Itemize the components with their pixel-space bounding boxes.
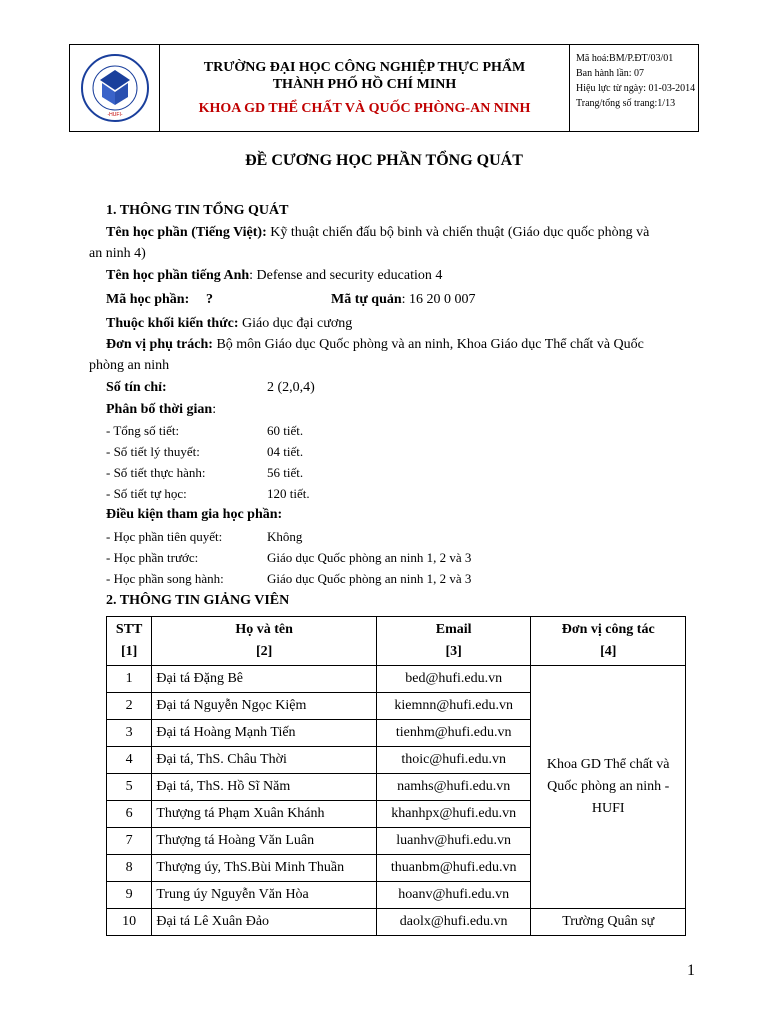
code-label: Mã học phần:: [106, 292, 190, 307]
time-label: Phân bố thời gian: [106, 402, 213, 417]
school-name-line1: TRƯỜNG ĐẠI HỌC CÔNG NGHIỆP THỰC PHẨM: [203, 60, 526, 75]
col-header-unit: Đơn vị công tác [4]: [531, 617, 686, 666]
row-name: Đại tá, ThS. Châu Thời: [152, 747, 377, 774]
row-email[interactable]: thoic@hufi.edu.vn: [376, 747, 531, 774]
block-row: [106, 316, 352, 332]
table-header-row: [107, 617, 686, 666]
section2-heading: 2. THÔNG TIN GIẢNG VIÊN: [106, 593, 290, 608]
time-colon: :: [212, 402, 217, 417]
row-stt: 5: [107, 774, 152, 801]
row-email[interactable]: luanhv@hufi.edu.vn: [376, 828, 531, 855]
col-header-stt: STT [1]: [107, 617, 152, 666]
document-header: [69, 44, 699, 132]
section1-heading: 1. THÔNG TIN TỔNG QUÁT: [106, 203, 289, 218]
logo-cell: [70, 45, 160, 131]
code-value: ?: [206, 292, 213, 307]
time-row-theory-value: 04 tiết.: [267, 444, 304, 459]
time-row-total-value: 60 tiết.: [267, 423, 304, 438]
col-header-email: Email [3]: [376, 617, 531, 666]
cond-parallel-value: Giáo dục Quốc phòng an ninh 1, 2 và 3: [267, 571, 472, 586]
credits-label: Số tín chỉ:: [106, 380, 167, 395]
time-row-practice-label: - Số tiết thực hành:: [106, 465, 206, 480]
admin-code-row: [331, 292, 476, 308]
row-email[interactable]: hoanv@hufi.edu.vn: [376, 882, 531, 909]
meta-issue: Ban hành lần: 07: [576, 68, 645, 79]
time-row: [106, 402, 216, 418]
row-email[interactable]: khanhpx@hufi.edu.vn: [376, 801, 531, 828]
unit-value-cont: phòng an ninh: [89, 358, 170, 373]
row-stt: 6: [107, 801, 152, 828]
cond-label: Điều kiện tham gia học phần:: [106, 507, 283, 522]
row-email[interactable]: kiemnn@hufi.edu.vn: [376, 693, 531, 720]
school-title-cell: [160, 45, 570, 131]
page-number: 1: [687, 962, 695, 979]
time-row-self-label: - Số tiết tự học:: [106, 486, 187, 501]
time-row-self-value: 120 tiết.: [267, 486, 310, 501]
en-name-value: : Defense and security education 4: [249, 268, 443, 283]
cond-prereq-label: - Học phần tiên quyết:: [106, 529, 223, 544]
row-name: Đại tá Hoàng Mạnh Tiến: [152, 720, 377, 747]
row-stt: 1: [107, 666, 152, 693]
meta-page-count: Trang/tổng số trang:1/13: [576, 98, 676, 109]
row-stt: 10: [107, 909, 152, 936]
row-name: Thượng tá Phạm Xuân Khánh: [152, 801, 377, 828]
en-name-row: [106, 268, 442, 284]
row-stt: 7: [107, 828, 152, 855]
school-name-line2: THÀNH PHỐ HỒ CHÍ MINH: [272, 77, 457, 92]
cond-parallel-label: - Học phần song hành:: [106, 571, 224, 586]
col-header-name: Họ và tên [2]: [152, 617, 377, 666]
cond-previous-label: - Học phần trước:: [106, 550, 199, 565]
unit-group-cell: Khoa GD Thể chất và Quốc phòng an ninh - HUFI: [531, 666, 686, 909]
row-email[interactable]: thuanbm@hufi.edu.vn: [376, 855, 531, 882]
block-label: Thuộc khối kiến thức:: [106, 316, 239, 331]
row-email[interactable]: daolx@hufi.edu.vn: [376, 909, 531, 936]
document-meta: [570, 45, 698, 131]
unit-label: Đơn vị phụ trách:: [106, 337, 213, 352]
vn-name-value-cont: an ninh 4): [89, 246, 146, 261]
row-name: Trung úy Nguyễn Văn Hòa: [152, 882, 377, 909]
unit-row-10-cell: Trường Quân sự: [531, 909, 686, 936]
credits-value: 2 (2,0,4): [267, 380, 315, 395]
meta-code: Mã hoá:BM/P.ĐT/03/01: [576, 53, 674, 64]
time-row-practice-value: 56 tiết.: [267, 465, 304, 480]
row-email[interactable]: tienhm@hufi.edu.vn: [376, 720, 531, 747]
row-name: Đại tá Nguyễn Ngọc Kiệm: [152, 693, 377, 720]
row-stt: 9: [107, 882, 152, 909]
row-name: Đại tá Lê Xuân Đảo: [152, 909, 377, 936]
cond-previous-value: Giáo dục Quốc phòng an ninh 1, 2 và 3: [267, 550, 472, 565]
row-email[interactable]: namhs@hufi.edu.vn: [376, 774, 531, 801]
row-stt: 2: [107, 693, 152, 720]
row-email[interactable]: bed@hufi.edu.vn: [376, 666, 531, 693]
admin-code-label: Mã tự quản: [331, 292, 402, 307]
en-name-label: Tên học phần tiếng Anh: [106, 268, 250, 283]
time-row-theory-label: - Số tiết lý thuyết:: [106, 444, 200, 459]
block-value: Giáo dục đại cương: [238, 316, 353, 331]
lecturer-table: [106, 616, 686, 936]
row-stt: 4: [107, 747, 152, 774]
admin-code-value: : 16 20 0 007: [401, 292, 476, 307]
table-row: [107, 909, 686, 936]
unit-value: Bộ môn Giáo dục Quốc phòng và an ninh, Khoa Giáo dục Thể chất và Quốc: [212, 337, 644, 352]
row-stt: 3: [107, 720, 152, 747]
hufi-logo: [80, 53, 150, 123]
vn-name-row: [106, 225, 649, 241]
row-name: Thượng úy, ThS.Bùi Minh Thuần: [152, 855, 377, 882]
document-title: ĐỀ CƯƠNG HỌC PHẦN TỔNG QUÁT: [245, 152, 523, 169]
unit-row: [106, 337, 644, 353]
vn-name-label: Tên học phần (Tiếng Việt):: [106, 225, 267, 240]
vn-name-value: Kỹ thuật chiến đấu bộ binh và chiến thuật (Giáo dục quốc phòng và: [266, 225, 650, 240]
row-name: Thượng tá Hoàng Văn Luân: [152, 828, 377, 855]
row-name: Đại tá Đặng Bê: [152, 666, 377, 693]
cond-prereq-value: Không: [267, 529, 303, 544]
time-row-total-label: - Tổng số tiết:: [106, 423, 180, 438]
faculty-name: KHOA GD THỂ CHẤT VÀ QUỐC PHÒNG-AN NINH: [198, 101, 531, 116]
table-row: [107, 666, 686, 693]
row-name: Đại tá, ThS. Hồ Sĩ Năm: [152, 774, 377, 801]
row-stt: 8: [107, 855, 152, 882]
logo-text-bottom: -HUFI-: [107, 112, 122, 118]
meta-effective-date: Hiệu lực từ ngày: 01-03-2014: [576, 83, 696, 94]
